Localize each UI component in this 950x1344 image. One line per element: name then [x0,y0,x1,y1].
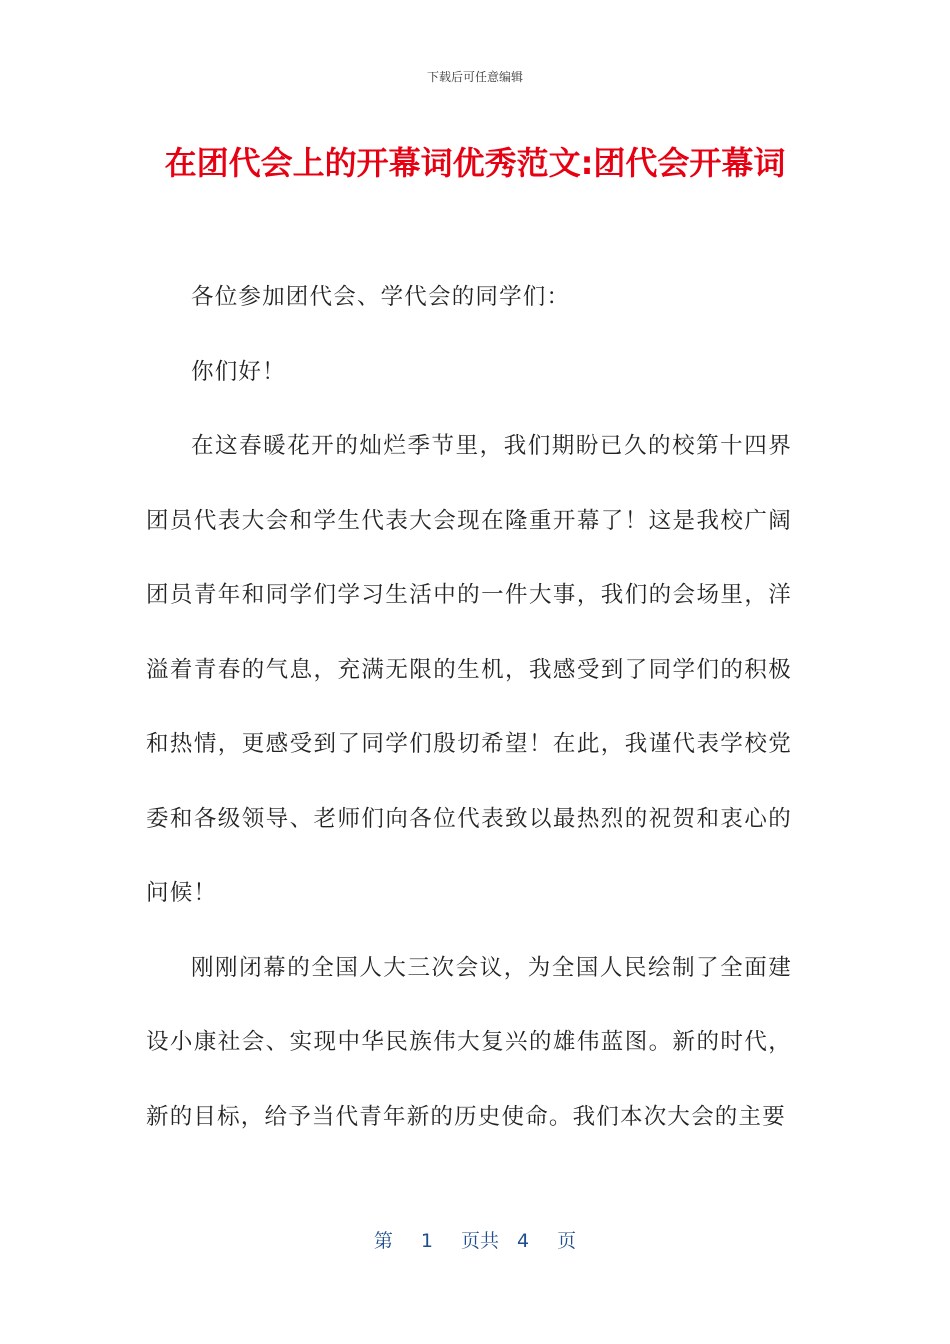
page-footer [0,1226,950,1253]
page-mid: 页共 [460,1230,499,1252]
page-suffix: 页 [557,1230,577,1252]
paragraph-salutation: 各位参加团代会、学代会的同学们： [191,284,571,310]
page-total: 4 [517,1230,530,1252]
page-prefix: 第 [373,1230,393,1252]
paragraph-context: 刚刚闭幕的全国人大三次会议，为全国人民绘制了全面建设小康社会、实现中华民族伟大复兴的雄伟蓝图。新的时代，新的目标，给予当代青年新的历史使命。我们本次大会的主要 [146,954,792,1130]
document-body [146,260,792,1154]
paragraph-opening: 在这春暖花开的灿烂季节里，我们期盼已久的校第十四界团员代表大会和学生代表大会现在隆重开幕了！这是我校广阔团员青年和同学们学习生活中的一件大事，我们的会场里，洋溢着青春的气息，充满无限的生机，我感受到了同学们的积极和热情，更感受到了同学们殷切希望！在此，我谨代表学校党委和各级领导、老师们向各位代表致以最热烈的祝贺和衷心的问候！ [146,433,792,906]
page-number: 1 [420,1230,433,1252]
header-note: 下载后可任意编辑 [426,70,523,84]
document-title: 在团代会上的开幕词优秀范文:团代会开幕词 [164,144,786,182]
paragraph-greeting: 你们好！ [191,358,286,385]
